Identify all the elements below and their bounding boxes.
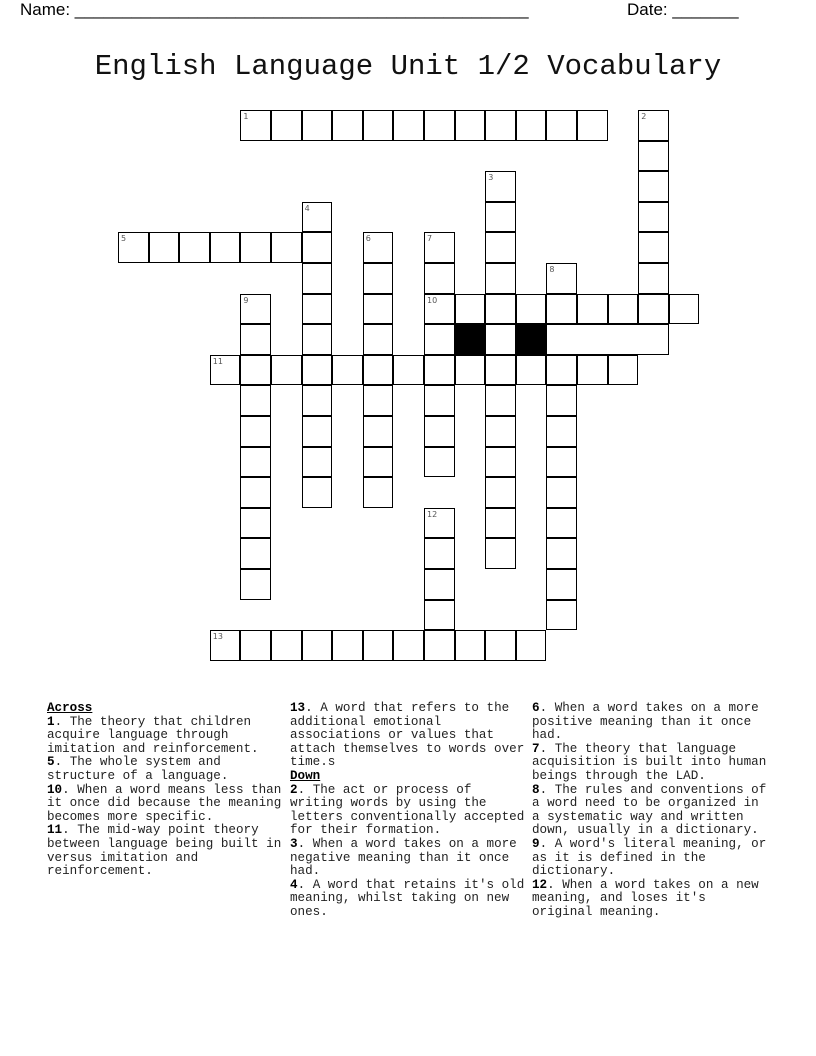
clue-number: 4 [290,877,298,892]
grid-cell[interactable] [485,508,516,539]
grid-cell[interactable] [240,324,271,355]
grid-cell[interactable] [179,232,210,263]
grid-cell[interactable] [271,630,302,661]
grid-cell[interactable] [240,355,271,386]
grid-cell[interactable] [271,232,302,263]
grid-cell[interactable] [455,355,486,386]
grid-cell[interactable] [546,508,577,539]
grid-cell[interactable] [424,110,455,141]
clue-number: 5 [47,755,55,770]
grid-cell[interactable] [302,294,333,325]
grid-cell[interactable] [455,630,486,661]
grid-cell[interactable] [577,294,608,325]
grid-cell[interactable] [485,232,516,263]
grid-cell[interactable] [332,630,363,661]
grid-cell[interactable] [516,355,547,386]
grid-cell[interactable] [424,508,455,539]
clue-number: 7 [427,234,433,244]
grid-cell[interactable] [638,110,669,141]
clue-across-1: 1. The theory that children acquire language through imitation and reinforcement. [47,714,259,756]
clue-text: When a word takes on a more positive meaning than it once had. [532,701,759,743]
grid-cell[interactable] [393,630,424,661]
grid-cell[interactable] [424,538,455,569]
clue-number: 9 [243,295,249,305]
clue-number: 2 [641,112,647,121]
grid-cell[interactable] [240,416,271,447]
grid-cell[interactable] [240,538,271,569]
grid-cell[interactable] [240,110,271,141]
grid-cell[interactable] [546,110,577,141]
grid-cell[interactable] [393,355,424,386]
grid-cell[interactable] [546,324,577,355]
grid-cell[interactable] [363,294,394,325]
clues-column-1 [47,702,287,879]
clue-number: 1 [47,714,55,729]
grid-cell[interactable] [363,110,394,141]
grid-cell[interactable] [424,447,455,478]
grid-cell[interactable] [455,294,486,325]
clue-text: When a word takes on a new meaning, and loses it's original meaning. [532,877,759,919]
grid-cell[interactable] [546,600,577,631]
clue-number: 13 [212,632,223,642]
grid-cell[interactable] [332,110,363,141]
grid-cell[interactable] [485,324,516,355]
grid-cell[interactable] [302,355,333,386]
clue-number: 8 [549,265,555,274]
black-cell [455,324,486,355]
grid-cell[interactable] [638,202,669,233]
clue-down-9: 9. A word's literal meaning, or as it is defined in the dictionary. [532,836,767,879]
clue-number: 4 [304,203,310,213]
grid-cell[interactable] [638,324,669,355]
grid-cell[interactable] [424,569,455,600]
name-field[interactable]: Name: ________________________________________________ [20,0,529,19]
grid-cell[interactable] [271,110,302,141]
grid-cell[interactable] [485,477,516,508]
grid-cell[interactable] [485,171,516,202]
grid-cell[interactable] [638,294,669,325]
grid-cell[interactable] [638,171,669,202]
grid-cell[interactable] [149,232,180,263]
clue-number: 6 [532,701,540,715]
grid-cell[interactable] [302,263,333,294]
grid-cell[interactable] [485,110,516,141]
grid-cell[interactable] [424,416,455,447]
grid-cell[interactable] [240,447,271,478]
grid-cell[interactable] [240,385,271,416]
clue-down-2: 2. The act or process of writing words by using the letters conventionally accepted for their formation. [290,782,525,838]
clue-down-6: 6. When a word takes on a more positive meaning than it once had. [532,701,759,743]
grid-cell[interactable] [424,385,455,416]
clue-text: A word's literal meaning, or as it is defined in the dictionary. [532,836,767,879]
grid-cell[interactable] [240,294,271,325]
clue-text: A word that retains it's old meaning, whilst taking on new ones. [290,877,525,919]
grid-cell[interactable] [485,202,516,233]
grid-cell[interactable] [363,324,394,355]
grid-cell[interactable] [669,294,700,325]
grid-cell[interactable] [546,385,577,416]
clue-number: 10 [427,295,438,305]
grid-cell[interactable] [240,477,271,508]
grid-cell[interactable] [302,324,333,355]
grid-cell[interactable] [638,232,669,263]
grid-cell[interactable] [302,385,333,416]
grid-cell[interactable] [210,355,241,386]
clue-number: 12 [427,509,438,519]
clue-number: 13 [290,701,306,715]
grid-cell[interactable] [363,447,394,478]
black-cell [516,324,547,355]
blank-area [576,324,639,355]
clue-number: 1 [243,112,249,121]
clue-text: The whole system and structure of a language. [47,755,229,783]
grid-cell[interactable] [363,630,394,661]
grid-cell[interactable] [302,630,333,661]
clue-number: 6 [365,234,371,244]
clue-number: 8 [532,782,540,797]
clue-down-4: 4. A word that retains it's old meaning, whilst taking on new ones. [290,877,525,919]
grid-cell[interactable] [302,447,333,478]
grid-cell[interactable] [271,355,302,386]
grid-cell[interactable] [455,110,486,141]
grid-cell[interactable] [516,294,547,325]
grid-cell[interactable] [546,355,577,386]
grid-cell[interactable] [485,294,516,325]
clue-text: The rules and conventions of a word need to be organized in a systematic way and written down, usually in a dictionary. [532,782,767,838]
grid-cell[interactable] [485,263,516,294]
clue-down-3: 3. When a word takes on a more negative meaning than it once had. [290,836,517,879]
grid-cell[interactable] [210,232,241,263]
clue-number: 7 [532,741,540,756]
clue-text: The mid-way point theory between language being built in versus imitation and reinforcement. [47,823,282,879]
grid-cell[interactable] [485,630,516,661]
clue-text: When a word takes on a more negative meaning than it once had. [290,836,517,879]
clue-down-7: 7. The theory that language acquisition is built into human beings through the LAD. [532,741,767,783]
grid-cell[interactable] [240,630,271,661]
grid-cell[interactable] [302,416,333,447]
grid-cell[interactable] [240,569,271,600]
clue-number: 11 [47,823,63,838]
grid-cell[interactable] [363,385,394,416]
grid-cell[interactable] [577,355,608,386]
grid-cell[interactable] [546,294,577,325]
grid-cell[interactable] [363,477,394,508]
clue-number: 5 [121,234,127,244]
grid-cell[interactable] [363,416,394,447]
grid-cell[interactable] [363,355,394,386]
grid-cell[interactable] [485,538,516,569]
grid-cell[interactable] [424,263,455,294]
clue-number: 3 [290,836,298,851]
clue-across-11: 11. The mid-way point theory between language being built in versus imitation and reinforcement. [47,823,282,879]
grid-cell[interactable] [424,294,455,325]
grid-cell[interactable] [240,508,271,539]
page-title: English Language Unit 1/2 Vocabulary [94,50,722,83]
clue-number: 3 [488,173,494,183]
clue-down-12: 12. When a word takes on a new meaning, and loses it's original meaning. [532,877,759,919]
clue-text: A word that refers to the additional emotional associations or values that attach themselves to words over time.s [290,701,525,770]
clue-number: 2 [290,782,298,797]
grid-cell[interactable] [485,385,516,416]
grid-cell[interactable] [638,141,669,172]
grid-cell[interactable] [363,263,394,294]
grid-cell[interactable] [424,355,455,386]
grid-cell[interactable] [393,110,424,141]
grid-cell[interactable] [546,538,577,569]
grid-cell[interactable] [424,232,455,263]
grid-cell[interactable] [638,263,669,294]
grid-cell[interactable] [608,294,639,325]
clue-number: 11 [212,356,223,366]
grid-cell[interactable] [424,630,455,661]
grid-cell[interactable] [485,447,516,478]
grid-cell[interactable] [363,232,394,263]
grid-cell[interactable] [485,355,516,386]
clue-number: 10 [47,782,63,797]
clue-number: 12 [532,877,548,892]
grid-cell[interactable] [302,202,333,233]
grid-cell[interactable] [118,232,149,263]
clue-text: The theory that language acquisition is built into human beings through the LAD. [532,741,767,783]
grid-cell[interactable] [302,477,333,508]
grid-cell[interactable] [546,569,577,600]
down-heading: Down [290,768,321,783]
grid-cell[interactable] [608,355,639,386]
grid-cell[interactable] [302,232,333,263]
grid-cell[interactable] [546,447,577,478]
clue-across-10: 10. When a word means less than it once did because the meaning becomes more specific. [47,782,282,824]
grid-cell[interactable] [516,110,547,141]
grid-cell[interactable] [577,110,608,141]
clue-across-5: 5. The whole system and structure of a language. [47,755,229,783]
grid-cell[interactable] [424,600,455,631]
grid-cell[interactable] [210,630,241,661]
grid-cell[interactable] [240,232,271,263]
grid-cell[interactable] [516,630,547,661]
clues-column-3 [532,702,772,920]
clues-column-2 [290,702,530,920]
grid-cell[interactable] [546,416,577,447]
clue-number: 9 [532,836,540,851]
grid-cell[interactable] [332,355,363,386]
clue-text: The theory that children acquire language through imitation and reinforcement. [47,714,259,756]
clue-across-13: 13. A word that refers to the additional emotional associations or values that attach themselves to words over time.s [290,701,525,770]
grid-cell[interactable] [302,110,333,141]
clue-text: When a word means less than it once did because the meaning becomes more specific. [47,782,282,824]
clue-text: The act or process of writing words by using the letters conventionally accepted for their formation. [290,782,525,838]
across-heading: Across [47,701,93,715]
clue-down-8: 8. The rules and conventions of a word need to be organized in a systematic way and written down, usually in a dictionary. [532,782,767,838]
grid-cell[interactable] [424,324,455,355]
grid-cell[interactable] [546,477,577,508]
date-field[interactable]: Date: _______ [627,0,739,19]
grid-cell[interactable] [485,416,516,447]
grid-cell[interactable] [546,263,577,294]
